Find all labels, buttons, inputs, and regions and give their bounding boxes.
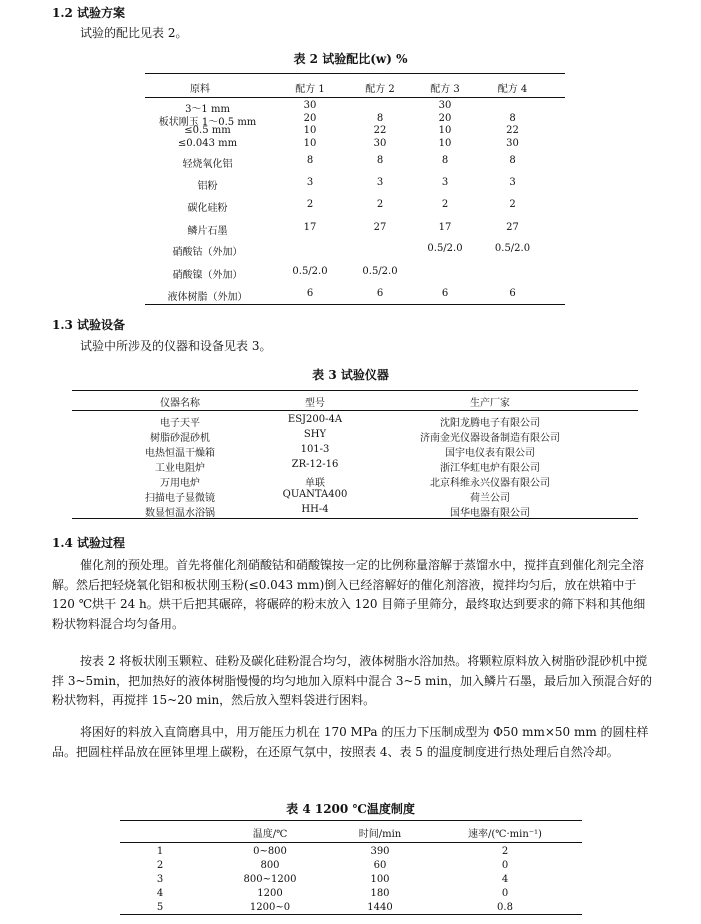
table4-cell: 1200~0 xyxy=(249,902,291,913)
table4-cell: 1 xyxy=(156,846,164,857)
table4-cell: 1200 xyxy=(257,888,283,899)
table2-cell: 10 xyxy=(438,125,452,136)
table2-cell: 硝酸钴（外加） xyxy=(172,247,243,258)
table2-header-4: 配方 4 xyxy=(497,84,528,95)
table4-cell: 1440 xyxy=(367,902,393,913)
section-text-1-3: 试验中所涉及的仪器和设备见表 3。 xyxy=(80,339,272,353)
section-heading-1-3: 1.3 试验设备 xyxy=(52,318,126,332)
table2-cell: 鳞片石墨 xyxy=(187,226,228,237)
table4-caption: 表 4 1200 ℃温度制度 xyxy=(286,802,415,816)
table3-header-rule xyxy=(72,410,638,411)
table2-cell: 3 xyxy=(509,177,516,188)
table3-cell: 树脂砂混砂机 xyxy=(150,433,210,444)
table2-header-rule xyxy=(145,97,565,98)
table2-cell: 液体树脂（外加） xyxy=(167,292,248,303)
section-text-1-2: 试验的配比见表 2。 xyxy=(80,26,188,40)
table3-cell: 国华电器有限公司 xyxy=(450,508,530,519)
table2-cell: 3～1 mm xyxy=(185,104,230,115)
table2-cell: 碳化硅粉 xyxy=(187,203,228,214)
table2-cell: 22 xyxy=(506,125,519,136)
table3-cell: ESJ200-4A xyxy=(287,414,343,425)
table2-cell: 30 xyxy=(438,100,452,111)
table2-cell: 8 xyxy=(376,155,384,166)
section-heading-1-2: 1.2 试验方案 xyxy=(52,6,126,20)
table3-header-0: 仪器名称 xyxy=(160,398,200,409)
table2-cell: 30 xyxy=(303,100,317,111)
table2-cell: 2 xyxy=(441,199,449,210)
table4-cell: 2 xyxy=(501,846,509,857)
table3-cell: 浙江华虹电炉有限公司 xyxy=(440,463,540,474)
table2-cell: 0.5/2.0 xyxy=(292,266,328,277)
table3-cell: 沈阳龙腾电子有限公司 xyxy=(440,418,540,429)
table4-cell: 4 xyxy=(501,874,509,885)
table4-cell: 2 xyxy=(156,860,164,871)
table2-cell: 27 xyxy=(506,222,519,233)
table4-bottom-rule xyxy=(120,914,582,915)
table3-cell: 电热恒温干燥箱 xyxy=(145,448,215,459)
table2-bottom-rule xyxy=(145,304,565,305)
table2-cell: 0.5/2.0 xyxy=(427,243,463,254)
table2-cell: 轻烧氧化铝 xyxy=(182,159,233,170)
table3-cell: 荷兰公司 xyxy=(470,493,510,504)
table3-cell: SHY xyxy=(303,429,327,440)
table2-cell: 0.5/2.0 xyxy=(494,243,531,254)
table4-cell: 800~1200 xyxy=(243,874,297,885)
table2-cell: 2 xyxy=(509,199,516,210)
table2-cell: 20 xyxy=(438,113,452,124)
table3-cell: 工业电阻炉 xyxy=(155,463,205,474)
table3-cell: ZR-12-16 xyxy=(291,459,339,470)
table3-cell: 扫描电子显微镜 xyxy=(145,493,215,504)
table4-header-rule xyxy=(120,842,582,843)
table4-cell: 0 xyxy=(501,860,509,871)
table2-cell: 3 xyxy=(441,177,449,188)
table2-cell: 铝粉 xyxy=(197,181,218,192)
table3-header-1: 型号 xyxy=(305,398,325,409)
table2-cell: 2 xyxy=(376,199,384,210)
table2-header-2: 配方 2 xyxy=(365,84,395,95)
table2-cell: 8 xyxy=(306,155,314,166)
table3-cell: 101-3 xyxy=(300,444,330,455)
table2-cell: 硝酸镍（外加） xyxy=(172,270,243,281)
table2-cell: 22 xyxy=(373,125,387,136)
table2-cell: 6 xyxy=(306,288,314,299)
table2-cell: 2 xyxy=(306,199,314,210)
table2-cell: 20 xyxy=(303,113,317,124)
table4-cell: 60 xyxy=(373,860,387,871)
table2-cell: 6 xyxy=(376,288,384,299)
table2-cell: 17 xyxy=(303,222,317,233)
table2-cell: 0.5/2.0 xyxy=(362,266,398,277)
table4-cell: 800 xyxy=(260,860,280,871)
table2-cell: 10 xyxy=(438,138,452,149)
paragraph-2: 按表 2 将板状刚玉颗粒、硅粉及碳化硅粉混合均匀，液体树脂水浴加热。将颗粒原料放入树脂砂混砂机中搅拌 3~5min，把加热好的液体树脂慢慢的均匀地加入原料中混合 3~5 min，加入鳞片石墨，最后加入预混合好的粉状物料，再搅拌 15~20 min，然后放入塑料袋进行困料。 xyxy=(52,654,652,707)
table3-cell: 万用电炉 xyxy=(160,478,200,489)
paragraph-3: 将困好的料放入直筒磨具中，用万能压力机在 170 MPa 的压力下压制成型为 Φ50 mm×50 mm 的圆柱样品。把圆柱样品放在匣钵里埋上碳粉，在还原气氛中，按照表 4、表 5 的温度制度进行热处理后自然冷却。 xyxy=(52,725,649,759)
table2-cell: 8 xyxy=(376,113,384,124)
table2-cell: 17 xyxy=(438,222,452,233)
table2-cell: 板状刚玉 1～0.5 mm xyxy=(158,117,257,128)
table2-caption: 表 2 试验配比(w) % xyxy=(293,52,408,66)
table2-cell: 27 xyxy=(373,222,387,233)
table2-cell: 10 xyxy=(303,125,317,136)
table4-header-3: 速率/(℃·min⁻¹) xyxy=(468,829,542,840)
table2-cell: ≤0.5 mm xyxy=(184,125,231,136)
table4-cell: 100 xyxy=(370,874,390,885)
table2-header-1: 配方 1 xyxy=(295,84,325,95)
table3-header-2: 生产厂家 xyxy=(470,398,510,409)
table4-cell: 0.8 xyxy=(497,902,513,913)
table4-cell: 180 xyxy=(370,888,390,899)
table4-cell: 390 xyxy=(370,846,390,857)
table4-header-2: 时间/min xyxy=(358,829,402,840)
table4-cell: 0 xyxy=(501,888,509,899)
table2-header-0: 原料 xyxy=(190,84,210,95)
table3-cell: 国宇电仪表有限公司 xyxy=(445,448,535,459)
table2-cell: 8 xyxy=(509,113,516,124)
table2-cell: 6 xyxy=(441,288,449,299)
table3-cell: HH-4 xyxy=(301,504,329,515)
table3-cell: 北京科维永兴仪器有限公司 xyxy=(430,478,550,489)
table3-cell: 济南金光仪器设备制造有限公司 xyxy=(420,433,560,444)
table3-caption: 表 3 试验仪器 xyxy=(312,368,389,382)
table4-header-1: 温度/℃ xyxy=(252,829,288,840)
table2-cell: 30 xyxy=(506,138,519,149)
table2-cell: ≤0.043 mm xyxy=(177,138,238,149)
table2-cell: 3 xyxy=(306,177,314,188)
table2-cell: 3 xyxy=(376,177,384,188)
table3-cell: 数显恒温水浴锅 xyxy=(145,508,215,519)
table3-cell: QUANTA400 xyxy=(282,489,348,500)
table3-top-rule xyxy=(72,390,638,391)
table2-cell: 10 xyxy=(303,138,317,149)
table4-top-rule xyxy=(120,820,582,821)
paragraph-1: 催化剂的预处理。首先将催化剂硝酸钴和硝酸镍按一定的比例称量溶解于蒸馏水中，搅拌直到催化剂完全溶解。然后把轻烧氧化铝和板状刚玉粉(≤0.043 mm)倒入已经溶解好的催化剂溶液，搅拌均匀后，放在烘箱中于 120 ℃烘干 24 h。烘干后把其碾碎，将碾碎的粉末放入 120 目筛子里筛分，最终取达到要求的筛下料和其他细粉状物料混合均匀备用。 xyxy=(52,558,646,631)
table4-cell: 3 xyxy=(156,874,164,885)
table2-cell: 8 xyxy=(441,155,449,166)
table2-cell: 8 xyxy=(509,155,516,166)
table2-cell: 30 xyxy=(373,138,387,149)
table3-cell: 单联 xyxy=(305,478,325,489)
section-heading-1-4: 1.4 试验过程 xyxy=(52,536,126,550)
table4-cell: 0~800 xyxy=(253,846,287,857)
table2-cell: 6 xyxy=(509,288,516,299)
table2-header-3: 配方 3 xyxy=(430,84,460,95)
table2-top-rule xyxy=(145,73,565,74)
table3-cell: 电子天平 xyxy=(160,418,200,429)
table4-cell: 5 xyxy=(156,902,164,913)
table4-cell: 4 xyxy=(156,888,164,899)
